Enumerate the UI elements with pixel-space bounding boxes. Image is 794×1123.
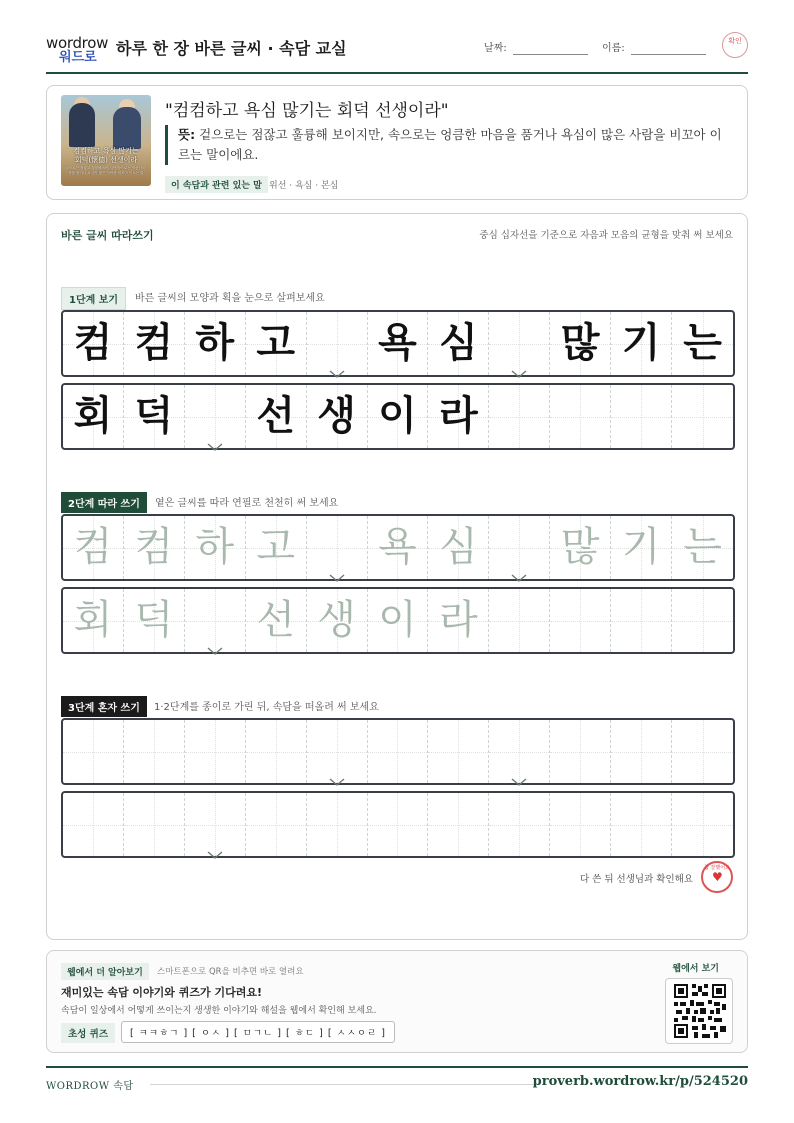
wordrow-logo: [46, 34, 108, 64]
grid-cell[interactable]: [550, 516, 611, 579]
grid-cell: [550, 385, 611, 448]
grid-cell[interactable]: [246, 720, 307, 783]
name-field[interactable]: [631, 54, 706, 55]
grid-cell: [185, 312, 246, 375]
stage3-tag: 3단계 혼자 쓰기: [61, 696, 147, 717]
stage1-row-1: [61, 310, 735, 377]
grid-cell: [307, 312, 368, 375]
grid-char: 는: [683, 524, 722, 570]
grid-cell: [368, 385, 429, 448]
grid-cell[interactable]: [672, 516, 733, 579]
grid-cell: [185, 385, 246, 448]
space-marker-icon: [329, 771, 345, 779]
grid-char: 선: [256, 597, 295, 643]
date-field[interactable]: [513, 54, 588, 55]
grid-cell[interactable]: [124, 720, 185, 783]
grid-char: 덕: [134, 393, 174, 439]
grid-cell[interactable]: [307, 793, 368, 856]
grid-cell: [611, 312, 672, 375]
web-desc: 속담이 일상에서 어떻게 쓰이는지 생생한 이야기와 해설을 웹에서 확인해 보세요.: [61, 1006, 377, 1016]
grid-cell[interactable]: [672, 589, 733, 652]
grid-cell[interactable]: [246, 589, 307, 652]
space-marker-icon: [511, 567, 527, 575]
grid-char: 욕: [378, 524, 417, 570]
grid-cell: [672, 312, 733, 375]
grid-cell[interactable]: [611, 589, 672, 652]
stage1-tag: 1단계 보기: [61, 287, 126, 310]
qr-code-icon: [674, 984, 726, 1038]
grid-cell[interactable]: [185, 589, 246, 652]
grid-cell[interactable]: [550, 793, 611, 856]
grid-char: 덕: [134, 597, 174, 643]
grid-cell[interactable]: [550, 589, 611, 652]
grid-char: 회: [73, 597, 113, 643]
stage2-row-2[interactable]: [61, 587, 735, 654]
grid-cell[interactable]: [368, 589, 429, 652]
meaning-label: 뜻:: [178, 127, 196, 142]
grid-cell[interactable]: [368, 516, 429, 579]
grid-cell[interactable]: [550, 720, 611, 783]
related-words: 위선 · 욕심 · 본심: [269, 181, 339, 191]
grid-cell[interactable]: [611, 720, 672, 783]
grid-char: 컴: [73, 320, 113, 366]
grid-cell: [246, 385, 307, 448]
grid-char: 심: [439, 320, 478, 366]
quiz-label: 초성 퀴즈: [61, 1023, 115, 1043]
grid-cell[interactable]: [489, 516, 550, 579]
web-sub: 스마트폰으로 QR을 비추면 바로 열려요: [157, 967, 304, 977]
grid-char: 고: [256, 524, 295, 570]
qr-code[interactable]: [665, 978, 733, 1044]
grid-cell[interactable]: [307, 720, 368, 783]
grid-cell: [307, 385, 368, 448]
grid-char: 심: [439, 524, 478, 570]
grid-cell: [124, 385, 185, 448]
proverb-illustration: [61, 95, 151, 186]
grid-char: 이: [378, 393, 417, 439]
grid-cell[interactable]: [124, 793, 185, 856]
name-label: 이름:: [602, 43, 625, 54]
grid-cell: [246, 312, 307, 375]
stage3-row-2[interactable]: [61, 791, 735, 858]
grid-cell[interactable]: [672, 720, 733, 783]
related-label: 이 속담과 관련 있는 말: [165, 176, 268, 193]
grid-char: 생: [317, 393, 356, 439]
logo-text-en: wordrow: [46, 34, 109, 52]
worksheet-title: 하루 한 장 바른 글씨 · 속담 교실: [116, 39, 347, 58]
grid-cell[interactable]: [124, 516, 185, 579]
grid-cell[interactable]: [428, 720, 489, 783]
grid-char: 회: [73, 393, 113, 439]
grid-cell[interactable]: [489, 720, 550, 783]
grid-char: 하: [195, 320, 235, 366]
grid-cell[interactable]: [428, 516, 489, 579]
grid-cell[interactable]: [63, 589, 124, 652]
space-marker-icon: [511, 363, 527, 371]
practice-section: [46, 213, 748, 940]
grid-char: 컴: [73, 524, 113, 570]
space-marker-icon: [329, 363, 345, 371]
grid-cell[interactable]: [307, 516, 368, 579]
grid-char: 라: [439, 597, 478, 643]
grid-char: 많: [560, 524, 600, 570]
footer-rule: [150, 1084, 536, 1085]
grid-char: 컴: [134, 320, 174, 366]
grid-cell[interactable]: [611, 793, 672, 856]
grid-cell[interactable]: [489, 793, 550, 856]
check-stamp: 확인: [722, 32, 748, 58]
date-label: 날짜:: [484, 43, 507, 54]
teacher-stamp-text: 참 잘했어요: [704, 865, 730, 871]
stage3-row-1[interactable]: [61, 718, 735, 785]
grid-cell[interactable]: [63, 793, 124, 856]
grid-cell[interactable]: [368, 793, 429, 856]
stage1-row-2: [61, 383, 735, 450]
proverb-meaning: [165, 125, 731, 165]
footer-divider: [46, 1066, 748, 1068]
qr-label: 웹에서 보기: [672, 964, 719, 974]
grid-char: 이: [378, 597, 417, 643]
grid-cell: [489, 312, 550, 375]
web-promo-box: [46, 950, 748, 1053]
space-marker-icon: [329, 567, 345, 575]
stage2-row-1[interactable]: [61, 514, 735, 581]
logo-text-ko: 워드로: [59, 50, 97, 65]
space-marker-icon: [207, 640, 223, 648]
meaning-text: 겉으로는 점잖고 훌륭해 보이지만, 속으로는 엉큼한 마음을 품거나 욕심이 많은 사람을 비꼬아 이르는 말이에요.: [178, 127, 722, 162]
grid-cell: [63, 312, 124, 375]
footer-url[interactable]: proverb.wordrow.kr/p/524520: [532, 1074, 748, 1089]
practice-title: 바른 글씨 따라쓰기: [61, 229, 154, 242]
stage3-desc: 1·2단계를 종이로 가린 뒤, 속담을 떠올려 써 보세요: [154, 702, 379, 713]
grid-char: 하: [195, 524, 235, 570]
grid-char: 기: [621, 524, 661, 570]
grid-cell[interactable]: [185, 793, 246, 856]
teacher-note: 다 쓴 뒤 선생님과 확인해요: [579, 874, 693, 885]
grid-char: 컴: [134, 524, 174, 570]
grid-cell[interactable]: [185, 720, 246, 783]
grid-cell[interactable]: [428, 589, 489, 652]
grid-cell[interactable]: [672, 793, 733, 856]
grid-cell[interactable]: [185, 516, 246, 579]
chosung-quiz: [ ㅋㅋㅎㄱ ] [ ㅇㅅ ] [ ㅁㄱㄴ ] [ ㅎㄷ ] [ ㅅㅅㅇㄹ ]: [121, 1021, 395, 1043]
grid-cell[interactable]: [63, 720, 124, 783]
grid-char: 기: [621, 320, 661, 366]
proverb-title: "컴컴하고 욕심 많기는 회덕 선생이라": [165, 101, 449, 121]
illustration-caption: 컴컴하고 욕심 많기는 회덕(懷德) 선생이라: [73, 147, 139, 164]
grid-cell: [124, 312, 185, 375]
stage2-desc: 옅은 글씨를 따라 연필로 천천히 써 보세요: [155, 498, 339, 509]
grid-cell[interactable]: [246, 793, 307, 856]
grid-cell: [368, 312, 429, 375]
stage1-desc: 바른 글씨의 모양과 획을 눈으로 살펴보세요: [135, 293, 325, 304]
grid-cell[interactable]: [489, 589, 550, 652]
web-tag: 웹에서 더 알아보기: [61, 963, 149, 980]
practice-hint: 중심 십자선을 기준으로 자음과 모음의 균형을 맞춰 써 보세요: [479, 230, 733, 241]
grid-cell[interactable]: [428, 793, 489, 856]
grid-char: 라: [439, 393, 478, 439]
grid-char: 선: [256, 393, 295, 439]
grid-cell: [63, 385, 124, 448]
web-headline: 재미있는 속담 이야기와 퀴즈가 기다려요!: [61, 986, 262, 999]
grid-cell: [428, 312, 489, 375]
grid-cell[interactable]: [307, 589, 368, 652]
space-marker-icon: [207, 844, 223, 852]
grid-cell: [428, 385, 489, 448]
grid-char: 많: [560, 320, 600, 366]
stage2-tag: 2단계 따라 쓰기: [61, 492, 147, 513]
grid-char: 고: [256, 320, 295, 366]
grid-char: 욕: [378, 320, 417, 366]
grid-cell[interactable]: [63, 516, 124, 579]
grid-cell: [550, 312, 611, 375]
heart-icon: ♥: [712, 870, 723, 884]
grid-cell[interactable]: [246, 516, 307, 579]
grid-cell: [489, 385, 550, 448]
grid-cell: [611, 385, 672, 448]
grid-cell[interactable]: [368, 720, 429, 783]
grid-char: 생: [317, 597, 356, 643]
space-marker-icon: [511, 771, 527, 779]
grid-cell: [672, 385, 733, 448]
grid-cell[interactable]: [611, 516, 672, 579]
illustration-small-text: 겉으로는 점잖고 훌륭해 보이지만 속으로는 엉큼한 마음을 품거나 욕심이 많은 사람을 비꼬아 이르는 말: [65, 166, 147, 175]
space-marker-icon: [207, 436, 223, 444]
grid-cell[interactable]: [124, 589, 185, 652]
teacher-stamp: [701, 861, 733, 893]
grid-char: 는: [683, 320, 722, 366]
footer-brand: WORDROW 속담: [46, 1081, 134, 1092]
proverb-card: [46, 85, 748, 200]
page-header: [46, 30, 748, 74]
